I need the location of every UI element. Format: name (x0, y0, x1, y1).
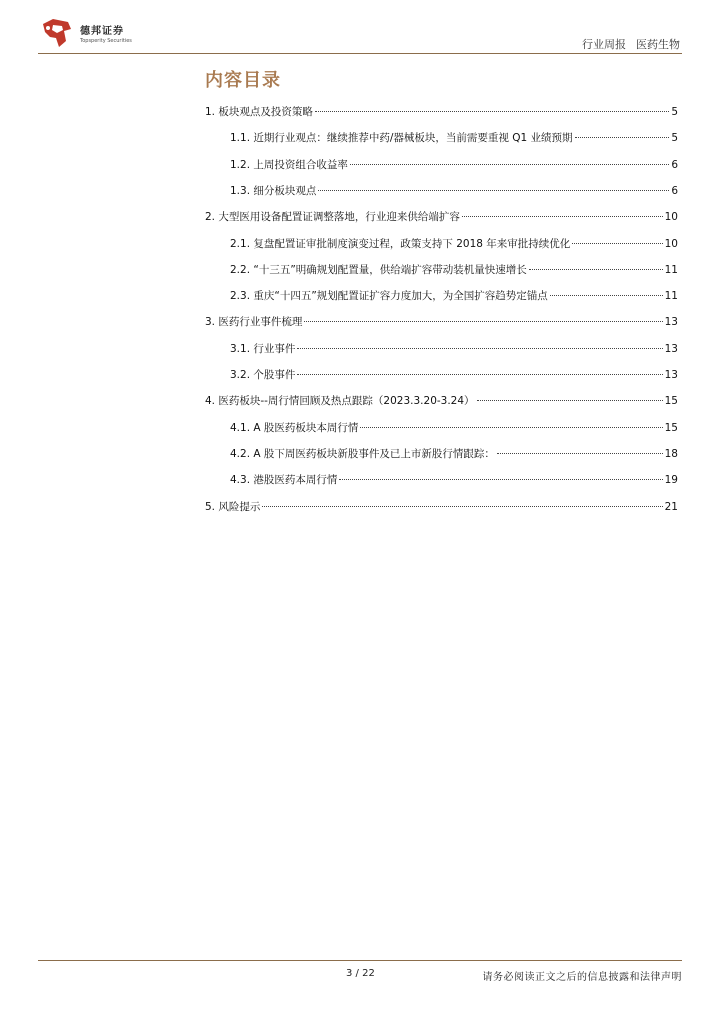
toc-entry-title: 细分板块观点 (253, 185, 317, 197)
toc-dot-leader (315, 111, 669, 112)
toc-entry-page: 15 (664, 395, 678, 407)
toc-entry-number: 2. (205, 211, 219, 223)
toc-entry[interactable] (230, 183, 678, 203)
toc-entry-page: 10 (664, 238, 678, 250)
toc-entry-title: 个股事件 (253, 369, 296, 381)
footer-divider (38, 960, 682, 961)
toc-entry-title: 行业事件 (253, 343, 296, 355)
toc-entry-number: 3. (205, 316, 219, 328)
disclaimer-note: 请务必阅读正文之后的信息披露和法律声明 (482, 972, 682, 983)
toc-entry-title: 大型医用设备配置证调整落地，行业迎来供给端扩容 (218, 211, 460, 223)
toc-dot-leader (462, 216, 663, 217)
toc-title: 内容目录 (205, 70, 281, 91)
toc-entry-number: 1.1. (230, 132, 254, 144)
toc-entry-title: 复盘配置证审批制度演变过程，政策支持下 2018 年来审批持续优化 (253, 238, 571, 250)
toc-entry-title: 港股医药本周行情 (253, 474, 338, 486)
company-logo-icon (40, 16, 74, 50)
toc-entry-number: 5. (205, 501, 219, 513)
toc-entry-number: 4.3. (230, 474, 254, 486)
toc-entry-number: 3.2. (230, 369, 254, 381)
toc-entry-page: 13 (664, 316, 678, 328)
toc-entry-page: 13 (664, 343, 678, 355)
toc-entry-page: 11 (664, 290, 678, 302)
toc-entry-number: 1.2. (230, 159, 254, 171)
toc-entry-page: 21 (664, 501, 678, 513)
toc-entry-number: 4.2. (230, 448, 254, 460)
toc-entry[interactable] (230, 420, 678, 440)
toc-entry-title: 医药板块--周行情回顾及热点跟踪（2023.3.20-3.24） (218, 395, 475, 407)
toc-entry-title: 板块观点及投资策略 (218, 106, 313, 118)
toc-dot-leader (297, 374, 662, 375)
toc-entry-page: 5 (671, 132, 678, 144)
toc-entry[interactable] (230, 262, 678, 282)
toc-entry-title: 医药行业事件梳理 (218, 316, 303, 328)
toc-entry-number: 2.2. (230, 264, 254, 276)
brand-name (80, 22, 132, 44)
toc-entry[interactable] (230, 446, 678, 466)
toc-entry[interactable] (230, 130, 678, 150)
toc-dot-leader (572, 243, 662, 244)
header-divider (38, 53, 682, 54)
brand-name-en: Topsperity Securities (80, 38, 132, 44)
toc-entry-title: 上周投资组合收益率 (253, 159, 348, 171)
toc-entry-title: 重庆“十四五”规划配置证扩容力度加大，为全国扩容趋势定锚点 (253, 290, 548, 302)
toc-dot-leader (360, 427, 662, 428)
toc-entry-title: A 股下周医药板块新股事件及已上市新股行情跟踪： (253, 448, 495, 460)
toc-entry-page: 11 (664, 264, 678, 276)
toc-entry-title: “十三五”明确规划配置量，供给端扩容带动装机量快速增长 (253, 264, 527, 276)
toc-entry[interactable] (230, 472, 678, 492)
toc-entry-page: 13 (664, 369, 678, 381)
toc-dot-leader (575, 137, 670, 138)
toc-entry-title: 近期行业观点：继续推荐中药/器械板块，当前需要重视 Q1 业绩预期 (253, 132, 573, 144)
toc-entry[interactable] (230, 157, 678, 177)
toc-dot-leader (318, 190, 669, 191)
toc-entry-page: 19 (664, 474, 678, 486)
toc-entry-title: A 股医药板块本周行情 (253, 422, 359, 434)
toc-dot-leader (529, 269, 663, 270)
report-tags (572, 36, 680, 52)
toc-entry-page: 6 (671, 185, 678, 197)
toc-dot-leader (477, 400, 663, 401)
toc-entry-page: 5 (671, 106, 678, 118)
toc-entry-number: 2.1. (230, 238, 254, 250)
tag-industry: 医药生物 (636, 38, 680, 51)
toc-entry[interactable] (205, 104, 678, 124)
toc-entry-number: 4.1. (230, 422, 254, 434)
toc-dot-leader (550, 295, 663, 296)
toc-entry-page: 18 (664, 448, 678, 460)
toc-entry[interactable] (205, 393, 678, 413)
toc-entry[interactable] (205, 314, 678, 334)
toc-entry[interactable] (230, 288, 678, 308)
toc-entry-number: 1.3. (230, 185, 254, 197)
brand-name-cn: 德邦证券 (80, 26, 124, 37)
toc-entry-page: 10 (664, 211, 678, 223)
toc-dot-leader (304, 321, 662, 322)
toc-dot-leader (262, 506, 662, 507)
toc-dot-leader (350, 164, 669, 165)
toc-entry[interactable] (205, 499, 678, 519)
toc-entry-number: 3.1. (230, 343, 254, 355)
page-number: 3 / 22 (346, 968, 375, 979)
page-header (38, 14, 682, 58)
tag-report-type: 行业周报 (582, 38, 626, 51)
toc-entry-page: 15 (664, 422, 678, 434)
toc-dot-leader (497, 453, 663, 454)
toc-entry[interactable] (230, 236, 678, 256)
toc-entry-number: 2.3. (230, 290, 254, 302)
toc-entry[interactable] (230, 341, 678, 361)
toc-dot-leader (297, 348, 662, 349)
toc-entry-number: 1. (205, 106, 219, 118)
toc-entry-number: 4. (205, 395, 219, 407)
toc-entry[interactable] (230, 367, 678, 387)
toc-entry-title: 风险提示 (218, 501, 261, 513)
toc-entry[interactable] (205, 209, 678, 229)
toc-dot-leader (339, 479, 662, 480)
toc-entry-page: 6 (671, 159, 678, 171)
